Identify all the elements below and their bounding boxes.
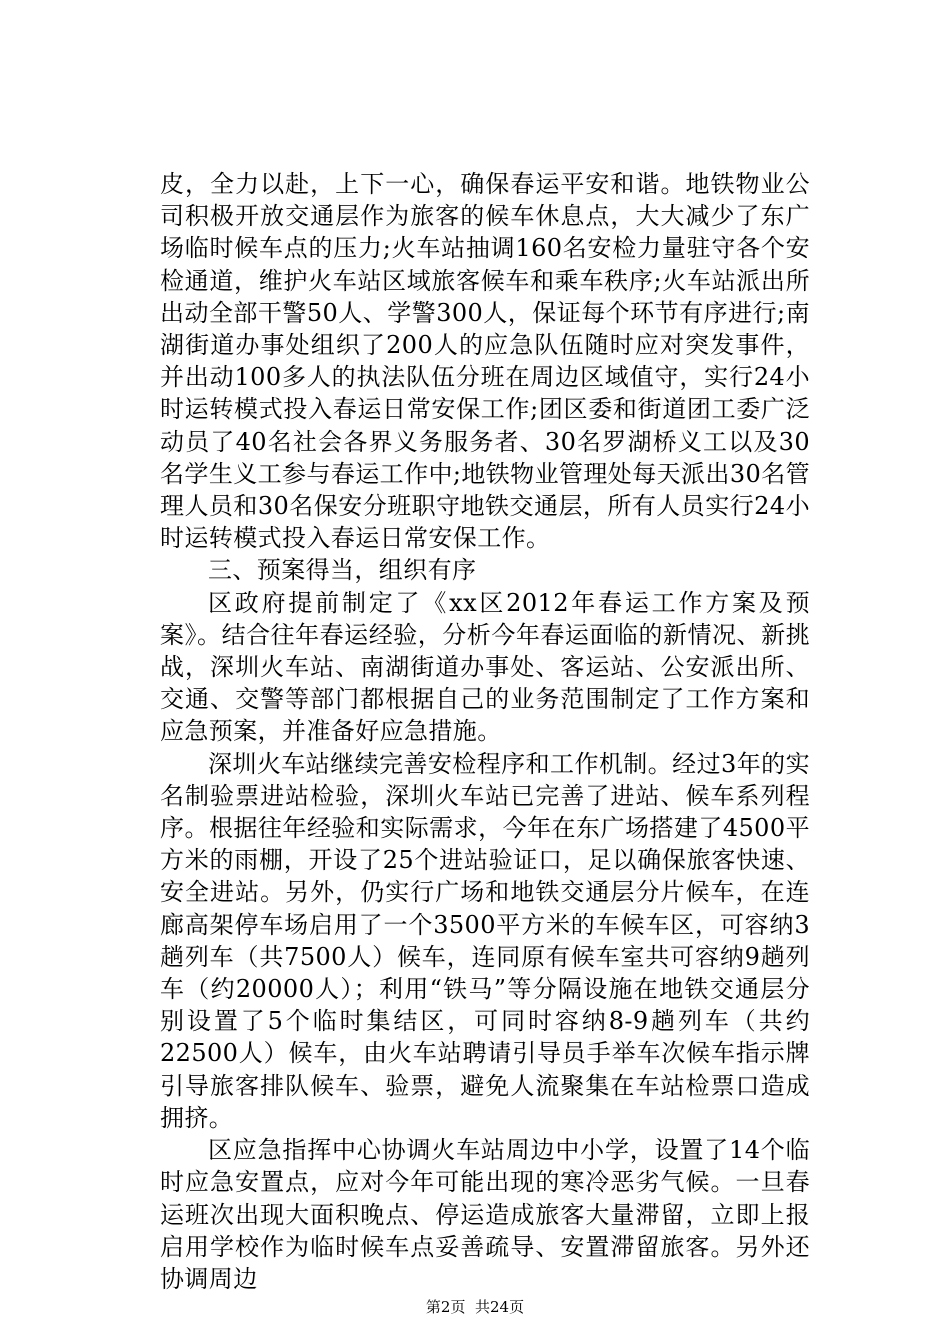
footer-spacer	[465, 1298, 475, 1316]
page-footer	[0, 1296, 950, 1317]
paragraph: 区政府提前制定了《xx区2012年春运工作方案及预案》。结合往年春运经验，分析今年春运面临的新情况、新挑战，深圳火车站、南湖街道办事处、客运站、公安派出所、交通、交警等部门都根据自己的业务范围制定了工作方案和应急预案，并准备好应急措施。	[160, 588, 810, 746]
document-body	[160, 168, 810, 1295]
paragraph: 区应急指挥中心协调火车站周边中小学，设置了14个临时应急安置点，应对今年可能出现的寒冷恶劣气候。一旦春运班次出现大面积晚点、停运造成旅客大量滞留，立即上报启用学校作为临时候车点妥善疏导、安置滞留旅客。另外还协调周边	[160, 1136, 810, 1293]
paragraph: 深圳火车站继续完善安检程序和工作机制。经过3年的实名制验票进站检验，深圳火车站已完善了进站、候车系列程序。根据往年经验和实际需求，今年在东广场搭建了4500平方米的雨棚，开设了25个进站验证口，足以确保旅客快速、安全进站。另外，仍实行广场和地铁交通层分片候车，在连廊高架停车场启用了一个3500平方米的车候车区，可容纳3趟列车（共7500人）候车，连同原有候车室共可容纳9趟列车（约20000人）；利用“铁马”等分隔设施在地铁交通层分别设置了5个临时集结区，可同时容纳8-9趟列车（共约22500人）候车，由火车站聘请引导员手举车次候车指示牌引导旅客排队候车、验票，避免人流聚集在车站检票口造成拥挤。	[160, 749, 810, 1132]
page-number-current: 第2页	[425, 1298, 466, 1316]
section-heading: 三、预案得当，组织有序	[208, 556, 477, 585]
paragraph-continuation: 皮，全力以赴，上下一心，确保春运平安和谐。地铁物业公司积极开放交通层作为旅客的候车休息点，大大减少了东广场临时候车点的压力;火车站抽调160名安检力量驻守各个安检通道，维护火车站区域旅客候车和乘车秩序;火车站派出所出动全部干警50人、学警300人，保证每个环节有序进行;南湖街道办事处组织了200人的应急队伍随时应对突发事件，并出动100多人的执法队伍分班在周边区域值守，实行24小时运转模式投入春运日常安保工作;团区委和街道团工委广泛动员了40名社会各界义务服务者、30名罗湖桥义工以及30名学生义工参与春运工作中;地铁物业管理处每天派出30名管理人员和30名保安分班职守地铁交通层，所有人员实行24小时运转模式投入春运日常安保工作。	[160, 170, 810, 553]
page-number-total: 共24页	[475, 1298, 525, 1316]
